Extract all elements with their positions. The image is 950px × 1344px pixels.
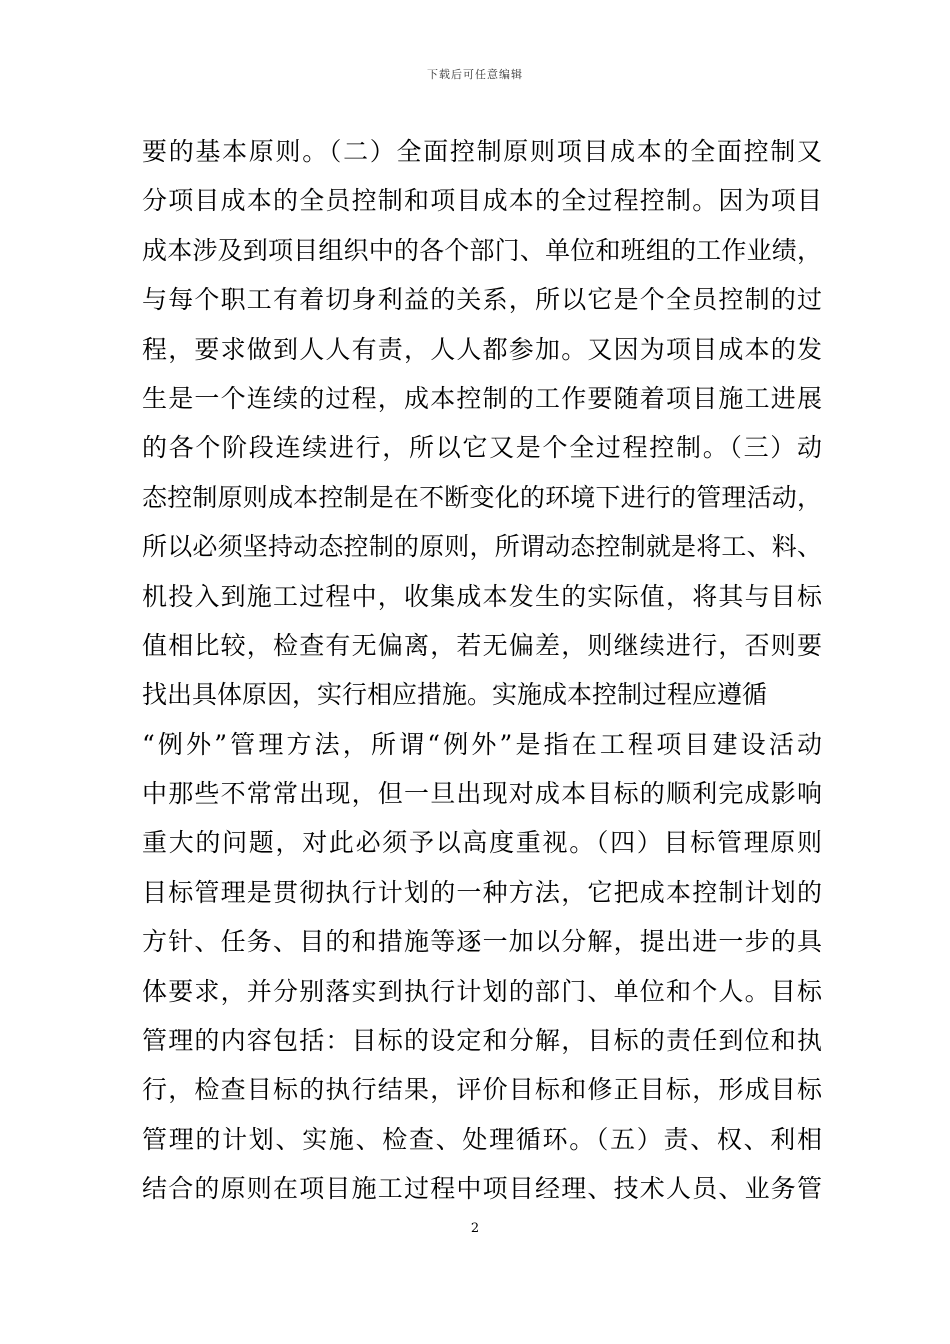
text-line: 成本涉及到项目组织中的各个部门、单位和班组的工作业绩，	[142, 235, 822, 265]
text-line: 值相比较，检查有无偏离，若无偏差，则继续进行，否则要	[142, 630, 822, 660]
text-line: 目标管理是贯彻执行计划的一种方法，它把成本控制计划的	[142, 877, 822, 907]
text-line: 方针、任务、目的和措施等逐一加以分解，提出进一步的具	[142, 927, 822, 957]
text-line: 与每个职工有着切身利益的关系，所以它是个全员控制的过	[142, 285, 822, 315]
text-line: 管理的内容包括：目标的设定和分解，目标的责任到位和执	[142, 1026, 822, 1056]
text-line: 态控制原则成本控制是在不断变化的环境下进行的管理活动，	[142, 482, 822, 512]
document-body	[142, 127, 822, 1214]
text-line: 结合的原则在项目施工过程中项目经理、技术人员、业务管	[142, 1174, 822, 1204]
text-line: 的各个阶段连续进行，所以它又是个全过程控制。（三）动	[142, 433, 822, 463]
page-number: 2	[470, 1221, 480, 1236]
text-line: 生是一个连续的过程，成本控制的工作要随着项目施工进展	[142, 383, 822, 413]
text-line: 中那些不常常出现，但一旦出现对成本目标的顺利完成影响	[142, 779, 822, 809]
header-note: 下载后可任意编辑	[427, 68, 523, 81]
text-line: 找出具体原因，实行相应措施。实施成本控制过程应遵循	[142, 680, 768, 710]
text-line: 要的基本原则。（二）全面控制原则项目成本的全面控制又	[142, 137, 822, 166]
text-line: 所以必须坚持动态控制的原则，所谓动态控制就是将工、料、	[142, 532, 822, 562]
text-line: 机投入到施工过程中，收集成本发生的实际值，将其与目标	[142, 581, 822, 611]
text-line: 程，要求做到人人有责，人人都参加。又因为项目成本的发	[142, 334, 822, 364]
text-line: “例外”管理方法，所谓“例外”是指在工程项目建设活动	[142, 729, 822, 759]
text-line: 重大的问题，对此必须予以高度重视。（四）目标管理原则	[142, 828, 822, 858]
text-line: 行，检查目标的执行结果，评价目标和修正目标，形成目标	[142, 1075, 822, 1105]
text-line: 体要求，并分别落实到执行计划的部门、单位和个人。目标	[142, 976, 822, 1006]
text-line: 管理的计划、实施、检查、处理循环。（五）责、权、利相	[142, 1124, 822, 1154]
text-line: 分项目成本的全员控制和项目成本的全过程控制。因为项目	[142, 186, 822, 216]
